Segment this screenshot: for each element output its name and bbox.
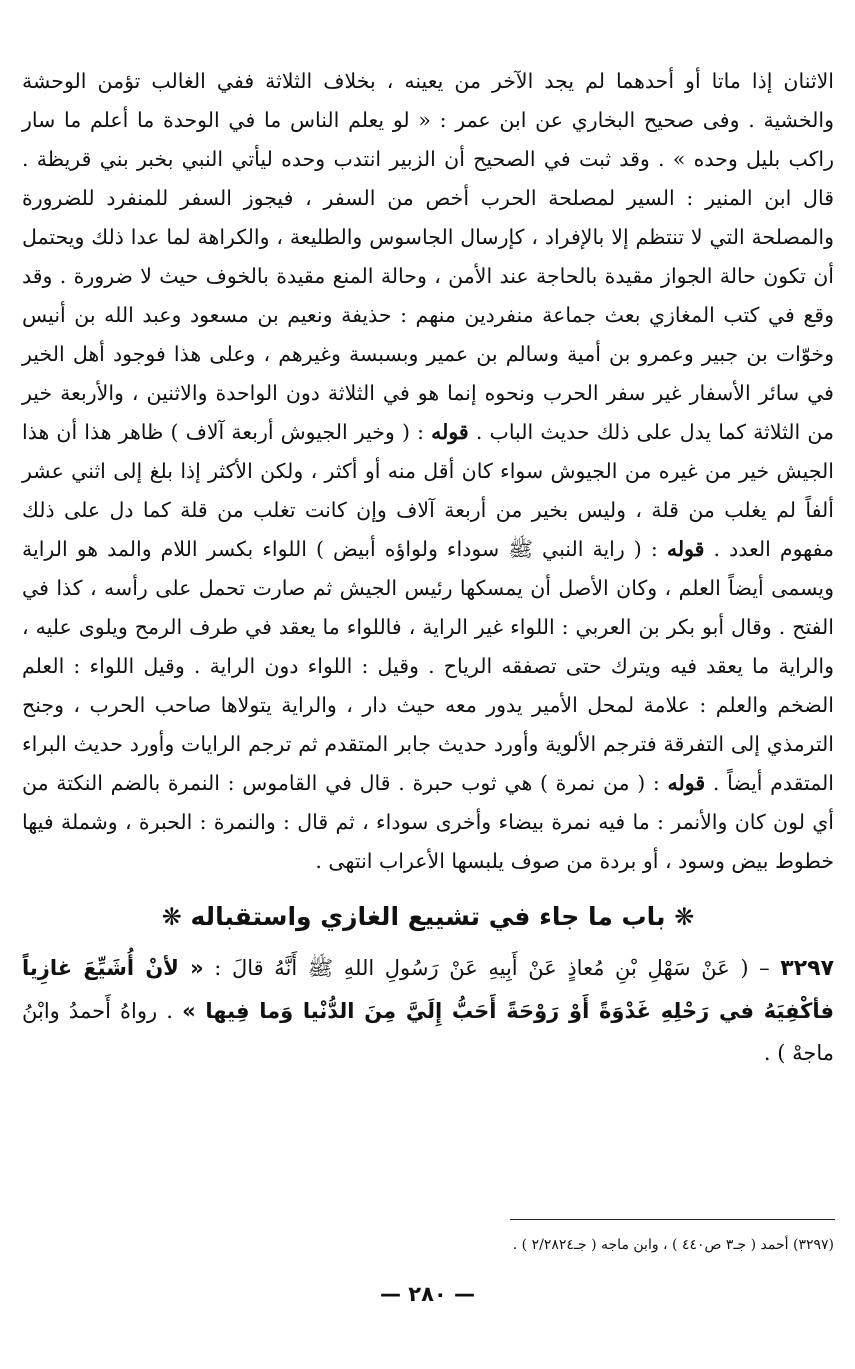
keyword-qawluh-3: قوله [667, 771, 706, 795]
footnote: (٣٢٩٧) أحمد ( جـ٣ ص٤٤٠ ) ، وابن ماجه ( جـ٢/٢٨٢٤ ) . [512, 1237, 834, 1253]
keyword-qawluh-1: قوله [431, 420, 469, 444]
commentary-part-3: : ( راية النبي ﷺ سوداء ولواؤه أبيض ) اللواء بكسر اللام والمد هو الراية ويسمى أيضاً العلم ، وكان الأصل أن يمسكها رئيس الجيش ثم صارت تحمل على رأسه ، كذا في الفتح . وقال أبو بكر بن العربي : اللواء غير الراية ، فاللواء ما يعقد في طرف الرمح ويلوى عليه ، والراية ما يعقد فيه ويترك حتى تصفقه الرياح . وقيل : اللواء دون الراية . وقيل اللواء : العلم الضخم والعلم : علامة لمحل الأمير يدور معه حيث دار ، والراية يتولاها صاحب الحرب ، وجنح الترمذي إلى التفرقة فترجم الألوية وأورد حديث جابر المتقدم ثم ترجم الرايات وأورد حديث البراء المتقدم أيضاً . [22, 537, 834, 795]
hadith-dash: – [759, 956, 770, 980]
page-number: — ٢٨٠ — [379, 1282, 476, 1306]
section-title-text: باب ما جاء في تشييع الغازي واستقباله [190, 902, 666, 931]
page-content [22, 62, 834, 1074]
keyword-qawluh-2: قوله [666, 537, 705, 561]
hadith-number: ٣٢٩٧ [780, 956, 834, 981]
star-ornament-icon: ❋ [161, 903, 182, 931]
hadith-quote: « لأنْ أُشَيِّعَ غازِياً فأكْفِيَهُ في رَحْلِهِ غَدْوَةً أَوْ رَوْحَةً أَحَبُّ إِلَيَّ مِنَ الدُّنْيا وَما فِيها » [22, 956, 834, 1023]
commentary-part-2: : ( وخير الجيوش أربعة آلاف ) ظاهر هذا أن هذا الجيش خير من غيره من الجيوش سواء كان أقل منه أو أكثر ، ولكن الأكثر إذا بلغ إلى اثني عشر ألفاً لم يغلب من قلة ، وليس بخير من أربعة آلاف وإن كانت تغلب من قلة كما دل على ذلك مفهوم العدد . [22, 420, 834, 561]
hadith-isnad: ( عَنْ سَهْلِ بْنِ مُعاذٍ عَنْ أَبِيهِ عَنْ رَسُولِ اللهِ ﷺ أَنَّهُ قالَ : [214, 956, 749, 980]
commentary-part-1: الاثنان إذا ماتا أو أحدهما لم يجد الآخر من يعينه ، بخلاف الثلاثة ففي الغالب تؤمن الوحشة والخشية . وفى صحيح البخاري عن ابن عمر : « لو يعلم الناس ما في الوحدة ما أعلم ما سار راكب بليل وحده » . وقد ثبت في الصحيح أن الزبير انتدب وحده ليأتي النبي بخبر بني قريظة . قال ابن المنير : السير لمصلحة الحرب أخص من السفر ، فيجوز السفر للمنفرد للضرورة والمصلحة التي لا تنتظم إلا بالإفراد ، كإرسال الجاسوس والطليعة ، والكراهة لما عدا ذلك ويحتمل أن تكون حالة الجواز مقيدة بالحاجة عند الأمن ، وحالة المنع مقيدة بالخوف حيث لا ضرورة . وقد وقع في كتب المغازي بعث جماعة منفردين منهم : حذيفة ونعيم بن مسعود وعبد الله بن أنيس وخوّات بن جبير وعمرو بن أمية وسالم بن عمير وبسبسة وغيرهم ، وعلى هذا فوجود أهل الخير في سائر الأسفار غير سفر الحرب ونحوه إنما هو في الثلاثة دون الواحدة والاثنين ، والأربعة خير من الثلاثة كما يدل على ذلك حديث الباب . [22, 69, 834, 444]
star-ornament-icon: ❋ [674, 903, 695, 931]
footnote-divider [510, 1219, 835, 1220]
hadith-source: . رواهُ أَحمدُ وابْنُ ماجهْ ) . [22, 999, 834, 1065]
hadith-text [22, 947, 834, 1074]
commentary-part-4: : ( من نمرة ) هي ثوب حبرة . قال في القاموس : النمرة بالضم النكتة من أي لون كان والأنمر : ما فيه نمرة بيضاء وأخرى سوداء ، ثم قال : والنمرة : الحبرة ، وشملة فيها خطوط بيض وسود ، أو بردة من صوف يلبسها الأعراب انتهى . [22, 771, 834, 873]
commentary-text [22, 62, 834, 881]
section-heading [22, 895, 834, 939]
